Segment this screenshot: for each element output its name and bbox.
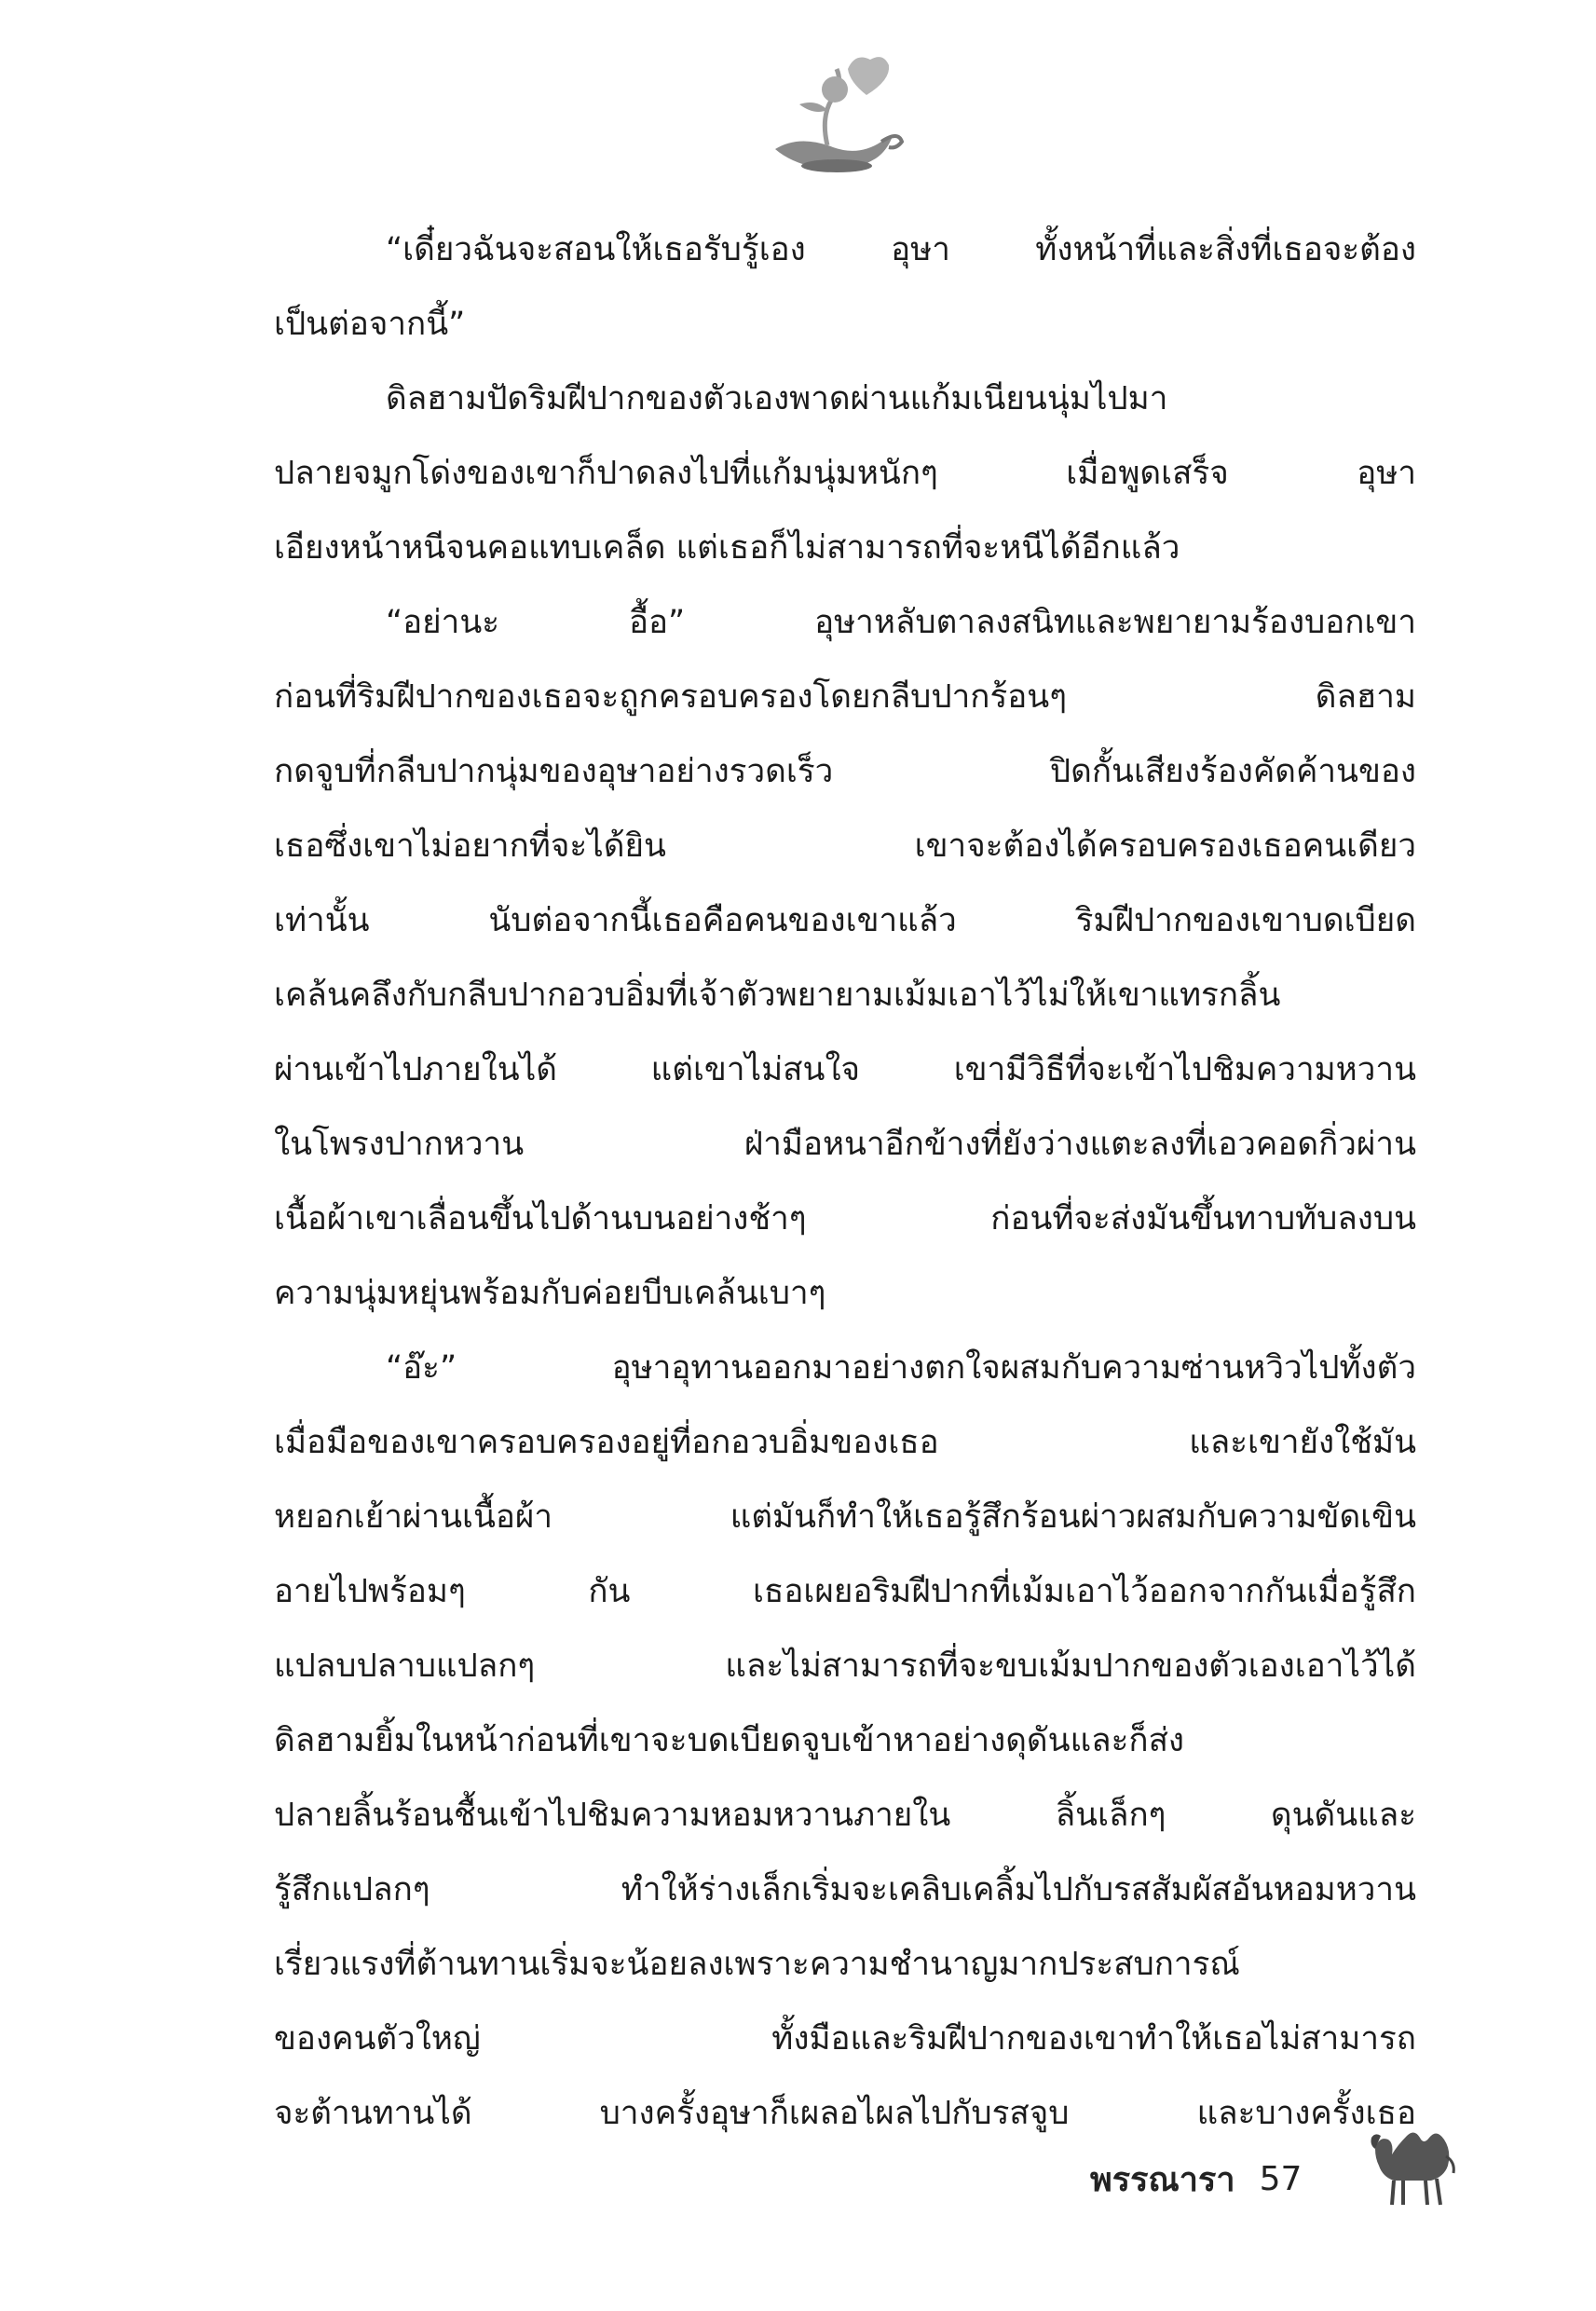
- text-line: ปลายลิ้นร้อนชื้นเข้าไปชิมความหอมหวานภายใน ลิ้นเล็กๆ ดุนดันและ: [274, 1797, 1416, 1834]
- body-text: [274, 212, 1416, 2151]
- text-line: แปลบปลาบแปลกๆ และไม่สามารถที่จะขบเม้มปากของตัวเองเอาไว้ได้: [274, 1648, 1416, 1685]
- text-line: อายไปพร้อมๆ กัน เธอเผยอริมฝีปากที่เม้มเอาไว้ออกจากกันเมื่อรู้สึก: [274, 1573, 1416, 1610]
- text-line: “อ๊ะ” อุษาอุทานออกมาอย่างตกใจผสมกับความซ่านหวิวไปทั้งตัว: [386, 1349, 1416, 1387]
- text-line: หยอกเย้าผ่านเนื้อผ้า แต่มันก็ทำให้เธอรู้สึกร้อนผ่าวผสมกับความขัดเขิน: [274, 1498, 1416, 1536]
- camel-icon: [1366, 2108, 1459, 2210]
- page-footer: [1090, 2141, 1302, 2216]
- text-line: กดจูบที่กลีบปากนุ่มของอุษาอย่างรวดเร็ว ปิดกั้นเสียงร้องคัดค้านของ: [274, 753, 1416, 790]
- text-line: เท่านั้น นับต่อจากนี้เธอคือคนของเขาแล้ว ริมฝีปากของเขาบดเบียด: [274, 902, 1416, 939]
- text-line: ผ่านเข้าไปภายในได้ แต่เขาไม่สนใจ เขามีวิธีที่จะเข้าไปชิมความหวาน: [274, 1051, 1416, 1088]
- text-line: เธอซึ่งเขาไม่อยากที่จะได้ยิน เขาจะต้องได้ครอบครองเธอคนเดียว: [274, 827, 1416, 865]
- text-line: ก่อนที่ริมฝีปากของเธอจะถูกครอบครองโดยกลีบปากร้อนๆ ดิลฮาม: [274, 678, 1416, 716]
- text-line: เรี่ยวแรงที่ต้านทานเริ่มจะน้อยลงเพราะความชำนาญมากประสบการณ์: [274, 1946, 1240, 1983]
- text-line: ดิลฮามปัดริมฝีปากของตัวเองพาดผ่านแก้มเนียนนุ่มไปมา: [386, 380, 1168, 417]
- text-line: เมื่อมือของเขาครอบครองอยู่ที่อกอวบอิ่มของเธอ และเขายังใช้มัน: [274, 1424, 1416, 1461]
- text-line: ของคนตัวใหญ่ ทั้งมือและริมฝีปากของเขาทำให้เธอไม่สามารถ: [274, 2020, 1416, 2058]
- text-line: ปลายจมูกโด่งของเขาก็ปาดลงไปที่แก้มนุ่มหนักๆ เมื่อพูดเสร็จ อุษา: [274, 455, 1416, 492]
- text-line: ความนุ่มหยุ่นพร้อมกับค่อยบีบเคล้นเบาๆ: [274, 1275, 826, 1312]
- genie-lamp-ornament-icon: [762, 48, 911, 188]
- text-line: จะต้านทานได้ บางครั้งอุษาก็เผลอไผลไปกับรสจูบ และบางครั้งเธอ: [274, 2095, 1416, 2132]
- text-line: เป็นต่อจากนี้”: [274, 306, 466, 343]
- text-line: “อย่านะ อื้อ” อุษาหลับตาลงสนิทและพยายามร้องบอกเขา: [386, 604, 1416, 641]
- text-line: ในโพรงปากหวาน ฝ่ามือหนาอีกข้างที่ยังว่างแตะลงที่เอวคอดกิ่วผ่าน: [274, 1126, 1416, 1163]
- book-title: พรรณารา: [1090, 2160, 1235, 2199]
- text-line: เอียงหน้าหนีจนคอแทบเคล็ด แต่เธอก็ไม่สามารถที่จะหนีได้อีกแล้ว: [274, 529, 1180, 567]
- text-line: เคล้นคลึงกับกลีบปากอวบอิ่มที่เจ้าตัวพยายามเม้มเอาไว้ไม่ให้เขาแทรกลิ้น: [274, 977, 1281, 1014]
- text-line: ดิลฮามยิ้มในหน้าก่อนที่เขาจะบดเบียดจูบเข้าหาอย่างดุดันและก็ส่ง: [274, 1722, 1185, 1759]
- page-number: 57: [1259, 2159, 1303, 2198]
- text-line: รู้สึกแปลกๆ ทำให้ร่างเล็กเริ่มจะเคลิบเคลิ้มไปกับรสสัมผัสอันหอมหวาน: [274, 1871, 1416, 1908]
- text-line: “เดี๋ยวฉันจะสอนให้เธอรับรู้เอง อุษา ทั้งหน้าที่และสิ่งที่เธอจะต้อง: [386, 231, 1416, 268]
- text-line: เนื้อผ้าเขาเลื่อนขึ้นไปด้านบนอย่างช้าๆ ก่อนที่จะส่งมันขึ้นทาบทับลงบน: [274, 1200, 1416, 1238]
